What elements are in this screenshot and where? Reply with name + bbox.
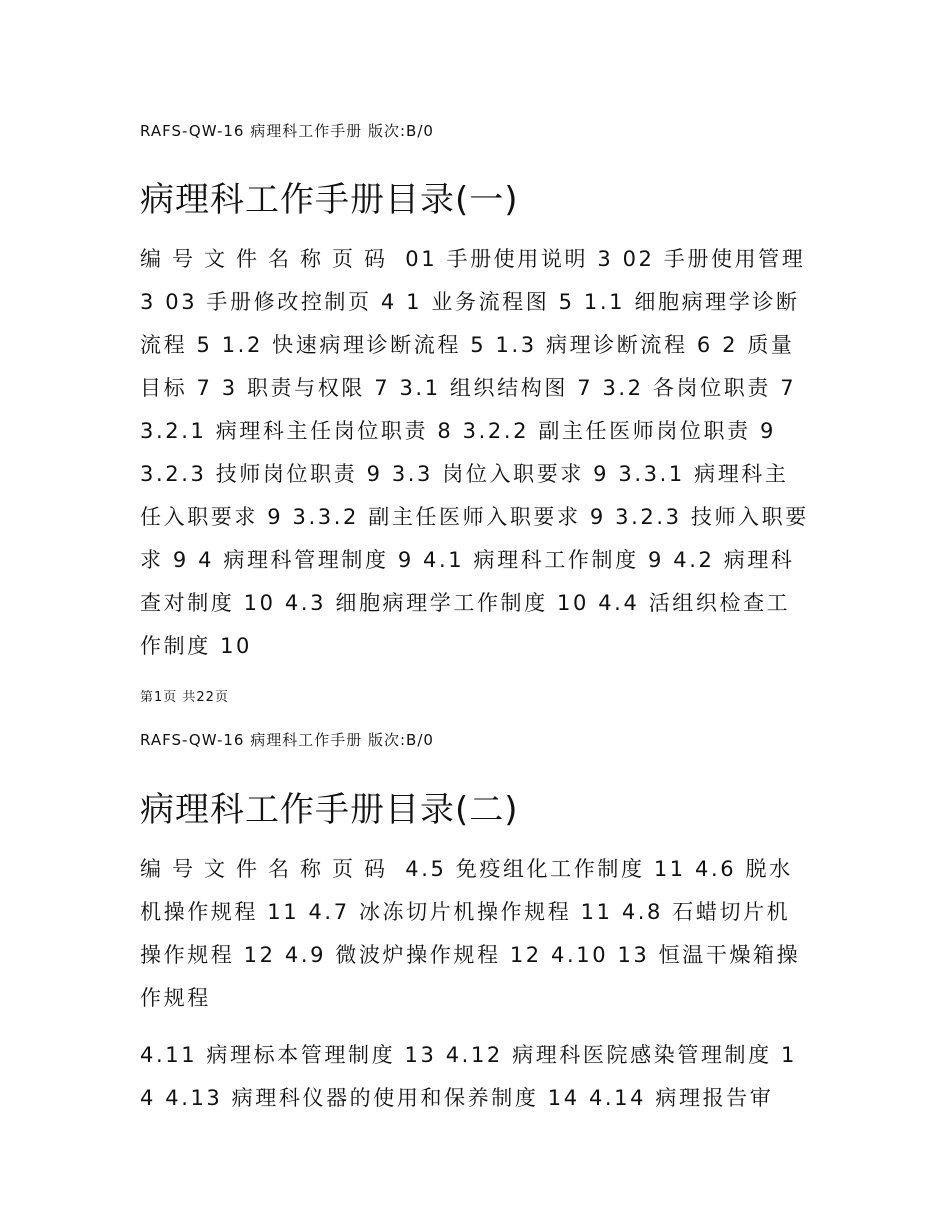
- page-footer: 第1页 共22页: [140, 690, 229, 705]
- page-title: 病理科工作手册目录(一): [140, 180, 519, 220]
- page-header: RAFS-QW-16 病理科工作手册 版次:B/0: [140, 731, 434, 749]
- toc-entries: 01 手册使用说明 3 02 手册使用管理 3 03 手册修改控制页 4 1 业务流程图 5 1.1 细胞病理学诊断流程 5 1.2 快速病理诊断流程 5 1.3 病理诊断流程 6 2 质量目标 7 3 职责与权限 7 3.1 组织结构图 7 3.2 各岗位职责 7 3.2.1 病理科主任岗位职责 8 3.2.2 副主任医师岗位职责 9 3.2.3 技师岗位职责 9 3.3 岗位入职要求 9 3.3.1 病理科主任入职要求 9 3.3.2 副主任医师入职要求 9 3.2.3 技师入职要求 9 4 病理科管理制度 9 4.1 病理科工作制度 9 4.2 病理科查对制度 10 4.3 细胞病理学工作制度 10 4.4 活组织检查工作制度 10: [140, 247, 809, 658]
- toc-body: [140, 238, 810, 668]
- page-title: 病理科工作手册目录(二): [140, 790, 519, 830]
- toc-column-headers: 编号文件名称页码: [140, 857, 396, 881]
- page-header: RAFS-QW-16 病理科工作手册 版次:B/0: [140, 122, 434, 140]
- toc-entries: 4.5 免疫组化工作制度 11 4.6 脱水机操作规程 11 4.7 冰冻切片机操作规程 11 4.8 石蜡切片机操作规程 12 4.9 微波炉操作规程 12 4.10 13 恒温干燥箱操作规程: [140, 857, 801, 1010]
- toc-body-continued: 4.11 病理标本管理制度 13 4.12 病理科医院感染管理制度 14 4.13 病理科仪器的使用和保养制度 14 4.14 病理报告审: [140, 1043, 797, 1110]
- toc-column-headers: 编号文件名称页码: [140, 247, 396, 271]
- toc-body: [140, 848, 810, 1020]
